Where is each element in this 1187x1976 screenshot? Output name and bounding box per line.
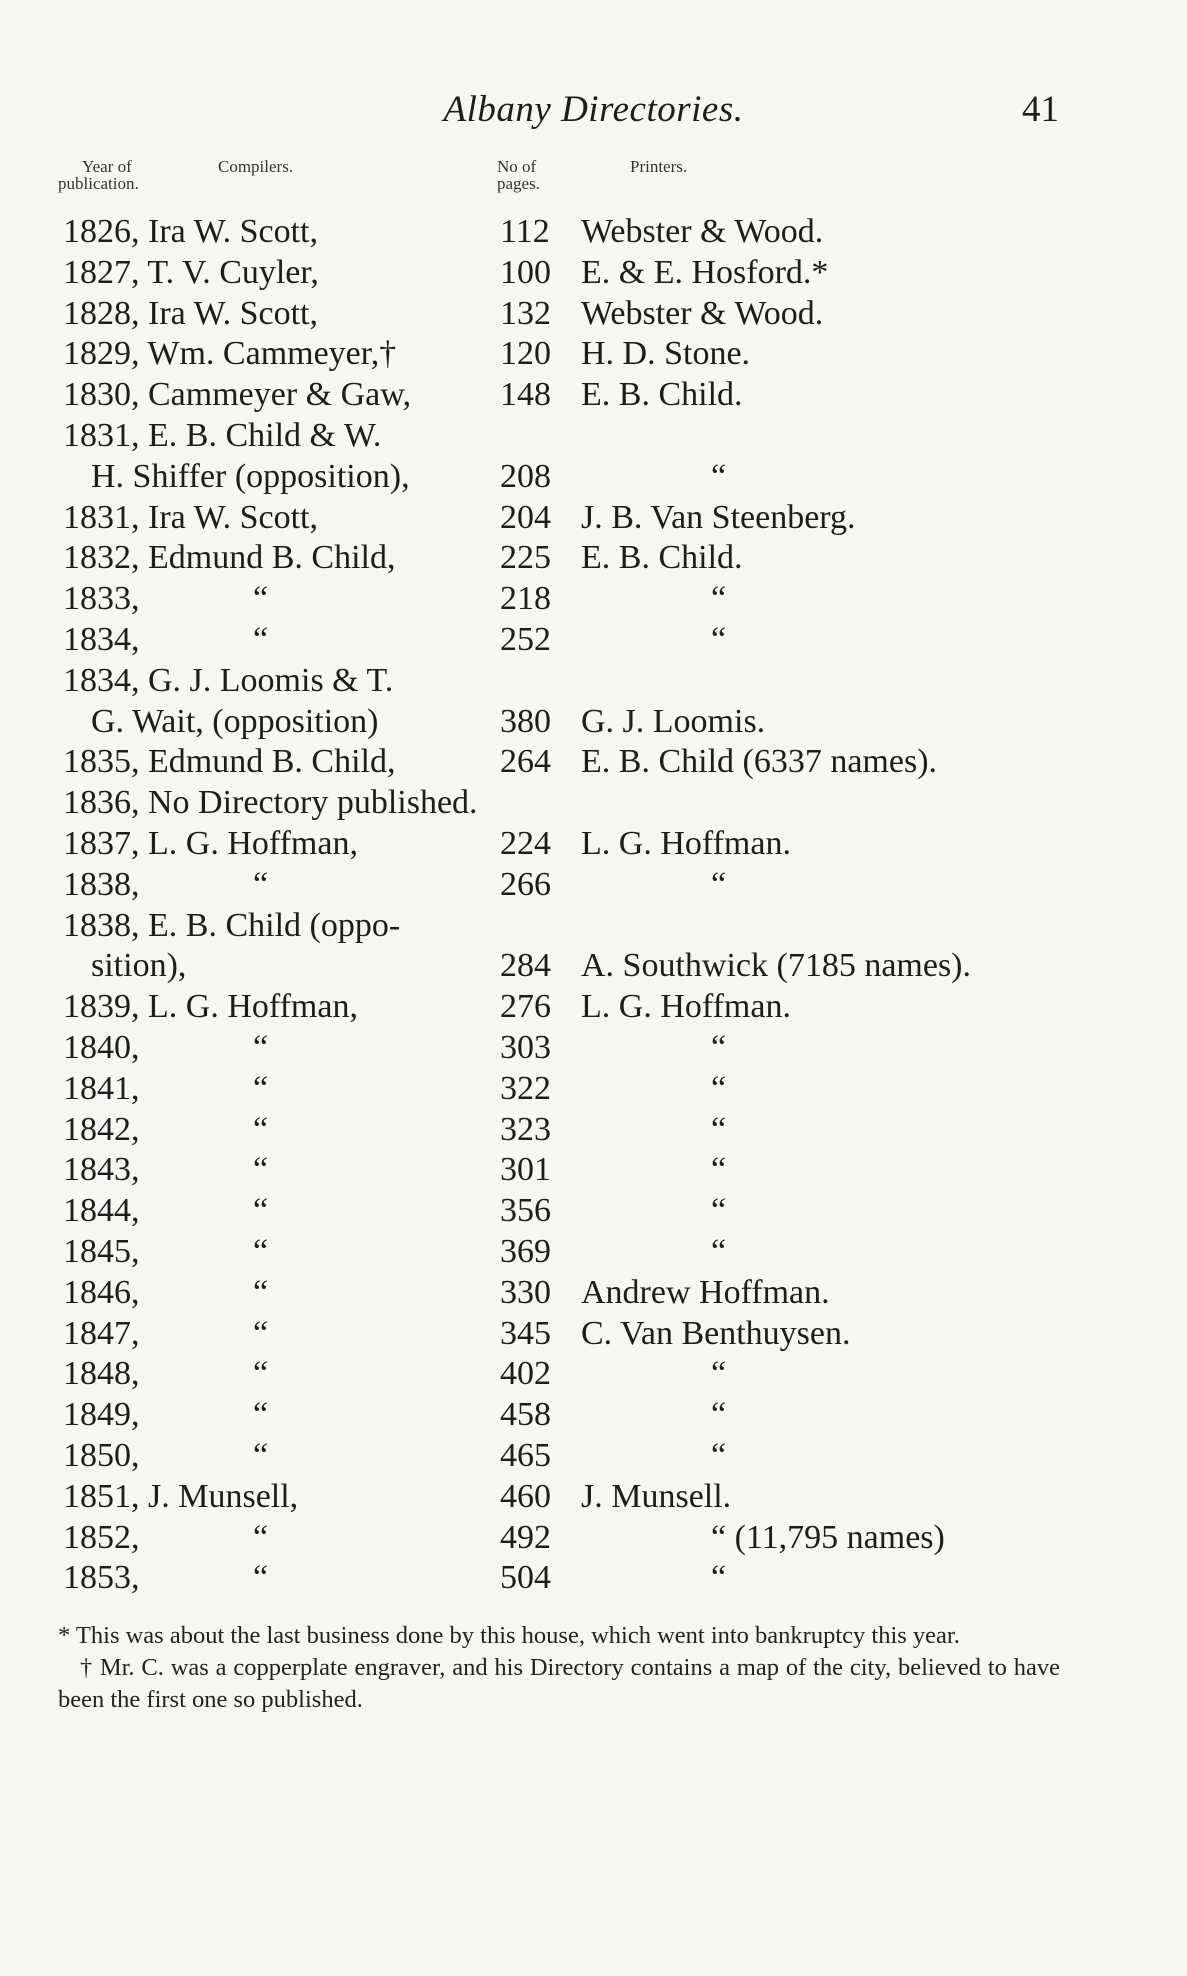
pages-cell: 402: [500, 1355, 551, 1393]
pages-cell: 303: [500, 1028, 551, 1066]
ditto-mark: “: [253, 865, 269, 903]
ditto-mark: “: [253, 1559, 269, 1597]
compiler-cell: 1834, G. J. Loomis & T.: [63, 661, 394, 699]
compiler-cell: 1830, Cammeyer & Gaw,: [63, 376, 412, 414]
compiler-cell: 1834,: [63, 620, 140, 658]
table-row: [63, 1477, 1063, 1518]
table-row: [63, 702, 1063, 743]
printer-cell: E. B. Child.: [581, 539, 743, 577]
printer-cell: “: [711, 1396, 727, 1434]
printer-cell: “: [711, 580, 727, 618]
table-row: [63, 661, 1063, 702]
compiler-cell: 1843,: [63, 1151, 140, 1189]
table-row: [63, 824, 1063, 865]
pages-cell: 218: [500, 580, 551, 618]
compiler-cell: 1844,: [63, 1192, 140, 1230]
table-row: [63, 334, 1063, 375]
printer-cell: Webster & Wood.: [581, 294, 824, 332]
table-row: [63, 783, 1063, 824]
table-row: [63, 253, 1063, 294]
pages-cell: 323: [500, 1110, 551, 1148]
pages-cell: 120: [500, 335, 551, 373]
printer-cell: “: [711, 1192, 727, 1230]
compiler-cell: H. Shiffer (opposition),: [91, 457, 410, 495]
ditto-mark: “: [253, 580, 269, 618]
compiler-cell: 1829, Wm. Cammeyer,†: [63, 335, 397, 373]
compiler-cell: 1831, Ira W. Scott,: [63, 498, 318, 536]
pages-cell: 460: [500, 1477, 551, 1515]
pages-cell: 224: [500, 824, 551, 862]
printer-cell: Andrew Hoffman.: [581, 1273, 830, 1311]
table-row: [63, 498, 1063, 539]
compiler-cell: sition),: [91, 947, 187, 985]
table-row: [63, 1110, 1063, 1151]
printer-cell: J. B. Van Steenberg.: [581, 498, 856, 536]
table-row: [63, 416, 1063, 457]
pages-cell: 208: [500, 457, 551, 495]
table-row: [63, 1558, 1063, 1599]
col-head-pages-2: pages.: [497, 174, 540, 193]
printer-cell: “: [711, 1559, 727, 1597]
compiler-cell: 1848,: [63, 1355, 140, 1393]
printer-cell: “: [711, 1151, 727, 1189]
compiler-cell: 1833,: [63, 580, 140, 618]
compiler-cell: 1852,: [63, 1518, 140, 1556]
pages-cell: 356: [500, 1192, 551, 1230]
ditto-mark: “: [253, 1314, 269, 1352]
printer-cell: “: [711, 1110, 727, 1148]
ditto-mark: “: [253, 1436, 269, 1474]
table-row: [63, 742, 1063, 783]
printer-cell: C. Van Benthuysen.: [581, 1314, 851, 1352]
footnotes: [58, 1620, 1060, 1716]
printer-cell: “: [711, 1355, 727, 1393]
compiler-cell: 1828, Ira W. Scott,: [63, 294, 318, 332]
compiler-cell: 1832, Edmund B. Child,: [63, 539, 396, 577]
table-row: [63, 946, 1063, 987]
running-head: [0, 88, 1187, 138]
ditto-mark: “: [253, 1273, 269, 1311]
table-row: [63, 1314, 1063, 1355]
directory-table: [63, 212, 1063, 1599]
ditto-mark: “: [253, 620, 269, 658]
compiler-cell: G. Wait, (opposition): [91, 702, 379, 740]
footnote-1: * This was about the last business done by this house, which went into bankruptcy this year.: [58, 1622, 960, 1649]
pages-cell: 266: [500, 865, 551, 903]
compiler-cell: 1839, L. G. Hoffman,: [63, 988, 358, 1026]
printer-cell: “: [711, 1028, 727, 1066]
table-row: [63, 1436, 1063, 1477]
table-row: [63, 1395, 1063, 1436]
pages-cell: 465: [500, 1436, 551, 1474]
compiler-cell: 1838,: [63, 865, 140, 903]
table-row: [63, 1028, 1063, 1069]
col-head-pages-1: No of: [497, 157, 537, 176]
printer-cell: “: [711, 865, 727, 903]
printer-cell: “: [711, 1436, 727, 1474]
compiler-cell: 1831, E. B. Child & W.: [63, 416, 382, 454]
column-headers: [0, 158, 1187, 208]
compiler-cell: 1842,: [63, 1110, 140, 1148]
compiler-cell: 1826, Ira W. Scott,: [63, 213, 318, 250]
page-number: 41: [1022, 89, 1059, 130]
pages-cell: 204: [500, 498, 551, 536]
printer-cell: E. B. Child (6337 names).: [581, 743, 938, 781]
compiler-cell: 1846,: [63, 1273, 140, 1311]
compiler-cell: 1853,: [63, 1559, 140, 1597]
printer-cell: “: [711, 1232, 727, 1270]
pages-cell: 504: [500, 1559, 551, 1597]
table-row: [63, 865, 1063, 906]
table-row: [63, 620, 1063, 661]
pages-cell: 112: [500, 213, 550, 250]
col-head-year-2: publication.: [58, 174, 139, 193]
ditto-mark: “: [253, 1069, 269, 1107]
printer-cell: Webster & Wood.: [581, 213, 824, 250]
pages-cell: 132: [500, 294, 551, 332]
compiler-cell: 1847,: [63, 1314, 140, 1352]
printer-cell: L. G. Hoffman.: [581, 824, 791, 862]
pages-cell: 225: [500, 539, 551, 577]
table-row: [63, 212, 1063, 253]
footnote-2: † Mr. C. was a copperplate engraver, and his Directory contains a map of the city, believed to have been the first one so published.: [58, 1654, 1060, 1713]
table-row: [63, 987, 1063, 1028]
pages-cell: 458: [500, 1396, 551, 1434]
compiler-cell: 1845,: [63, 1232, 140, 1270]
table-row: [63, 375, 1063, 416]
compiler-cell: 1841,: [63, 1069, 140, 1107]
table-row: [63, 1232, 1063, 1273]
ditto-mark: “: [253, 1110, 269, 1148]
compiler-cell: 1827, T. V. Cuyler,: [63, 253, 319, 291]
compiler-cell: 1851, J. Munsell,: [63, 1477, 299, 1515]
pages-cell: 148: [500, 376, 551, 414]
ditto-mark: “: [253, 1192, 269, 1230]
pages-cell: 301: [500, 1151, 551, 1189]
ditto-mark: “: [253, 1518, 269, 1556]
printer-cell: E. & E. Hosford.*: [581, 253, 829, 291]
compiler-cell: 1836, No Directory published.: [63, 784, 478, 822]
ditto-mark: “: [253, 1355, 269, 1393]
printer-cell: A. Southwick (7185 names).: [581, 947, 972, 985]
col-head-year-1: Year of: [82, 157, 132, 176]
table-row: [63, 294, 1063, 335]
pages-cell: 284: [500, 947, 551, 985]
printer-cell: “: [711, 1069, 727, 1107]
page-title: Albany Directories.: [443, 89, 744, 130]
table-row: [63, 1150, 1063, 1191]
table-row: [63, 579, 1063, 620]
ditto-mark: “: [253, 1232, 269, 1270]
compiler-cell: 1835, Edmund B. Child,: [63, 743, 396, 781]
pages-cell: 252: [500, 620, 551, 658]
table-row: [63, 1354, 1063, 1395]
printer-cell: L. G. Hoffman.: [581, 988, 791, 1026]
pages-cell: 276: [500, 988, 551, 1026]
printer-cell: “: [711, 457, 727, 495]
compiler-cell: 1850,: [63, 1436, 140, 1474]
pages-cell: 380: [500, 702, 551, 740]
table-row: [63, 1069, 1063, 1110]
printer-cell: “ (11,795 names): [711, 1518, 945, 1556]
pages-cell: 369: [500, 1232, 551, 1270]
pages-cell: 330: [500, 1273, 551, 1311]
col-head-printers: Printers.: [630, 157, 688, 176]
table-row: [63, 906, 1063, 947]
pages-cell: 322: [500, 1069, 551, 1107]
printer-cell: E. B. Child.: [581, 376, 743, 414]
printer-cell: “: [711, 620, 727, 658]
compiler-cell: 1840,: [63, 1028, 140, 1066]
pages-cell: 345: [500, 1314, 551, 1352]
printer-cell: G. J. Loomis.: [581, 702, 766, 740]
compiler-cell: 1849,: [63, 1396, 140, 1434]
pages-cell: 492: [500, 1518, 551, 1556]
ditto-mark: “: [253, 1151, 269, 1189]
ditto-mark: “: [253, 1396, 269, 1434]
table-row: [63, 538, 1063, 579]
pages-cell: 100: [500, 253, 551, 291]
compiler-cell: 1838, E. B. Child (oppo-: [63, 906, 401, 944]
col-head-compilers: Compilers.: [218, 157, 294, 176]
ditto-mark: “: [253, 1028, 269, 1066]
table-row: [63, 1518, 1063, 1559]
printer-cell: J. Munsell.: [581, 1477, 732, 1515]
printer-cell: H. D. Stone.: [581, 335, 751, 373]
compiler-cell: 1837, L. G. Hoffman,: [63, 824, 358, 862]
table-row: [63, 1191, 1063, 1232]
table-row: [63, 457, 1063, 498]
pages-cell: 264: [500, 743, 551, 781]
table-row: [63, 1273, 1063, 1314]
